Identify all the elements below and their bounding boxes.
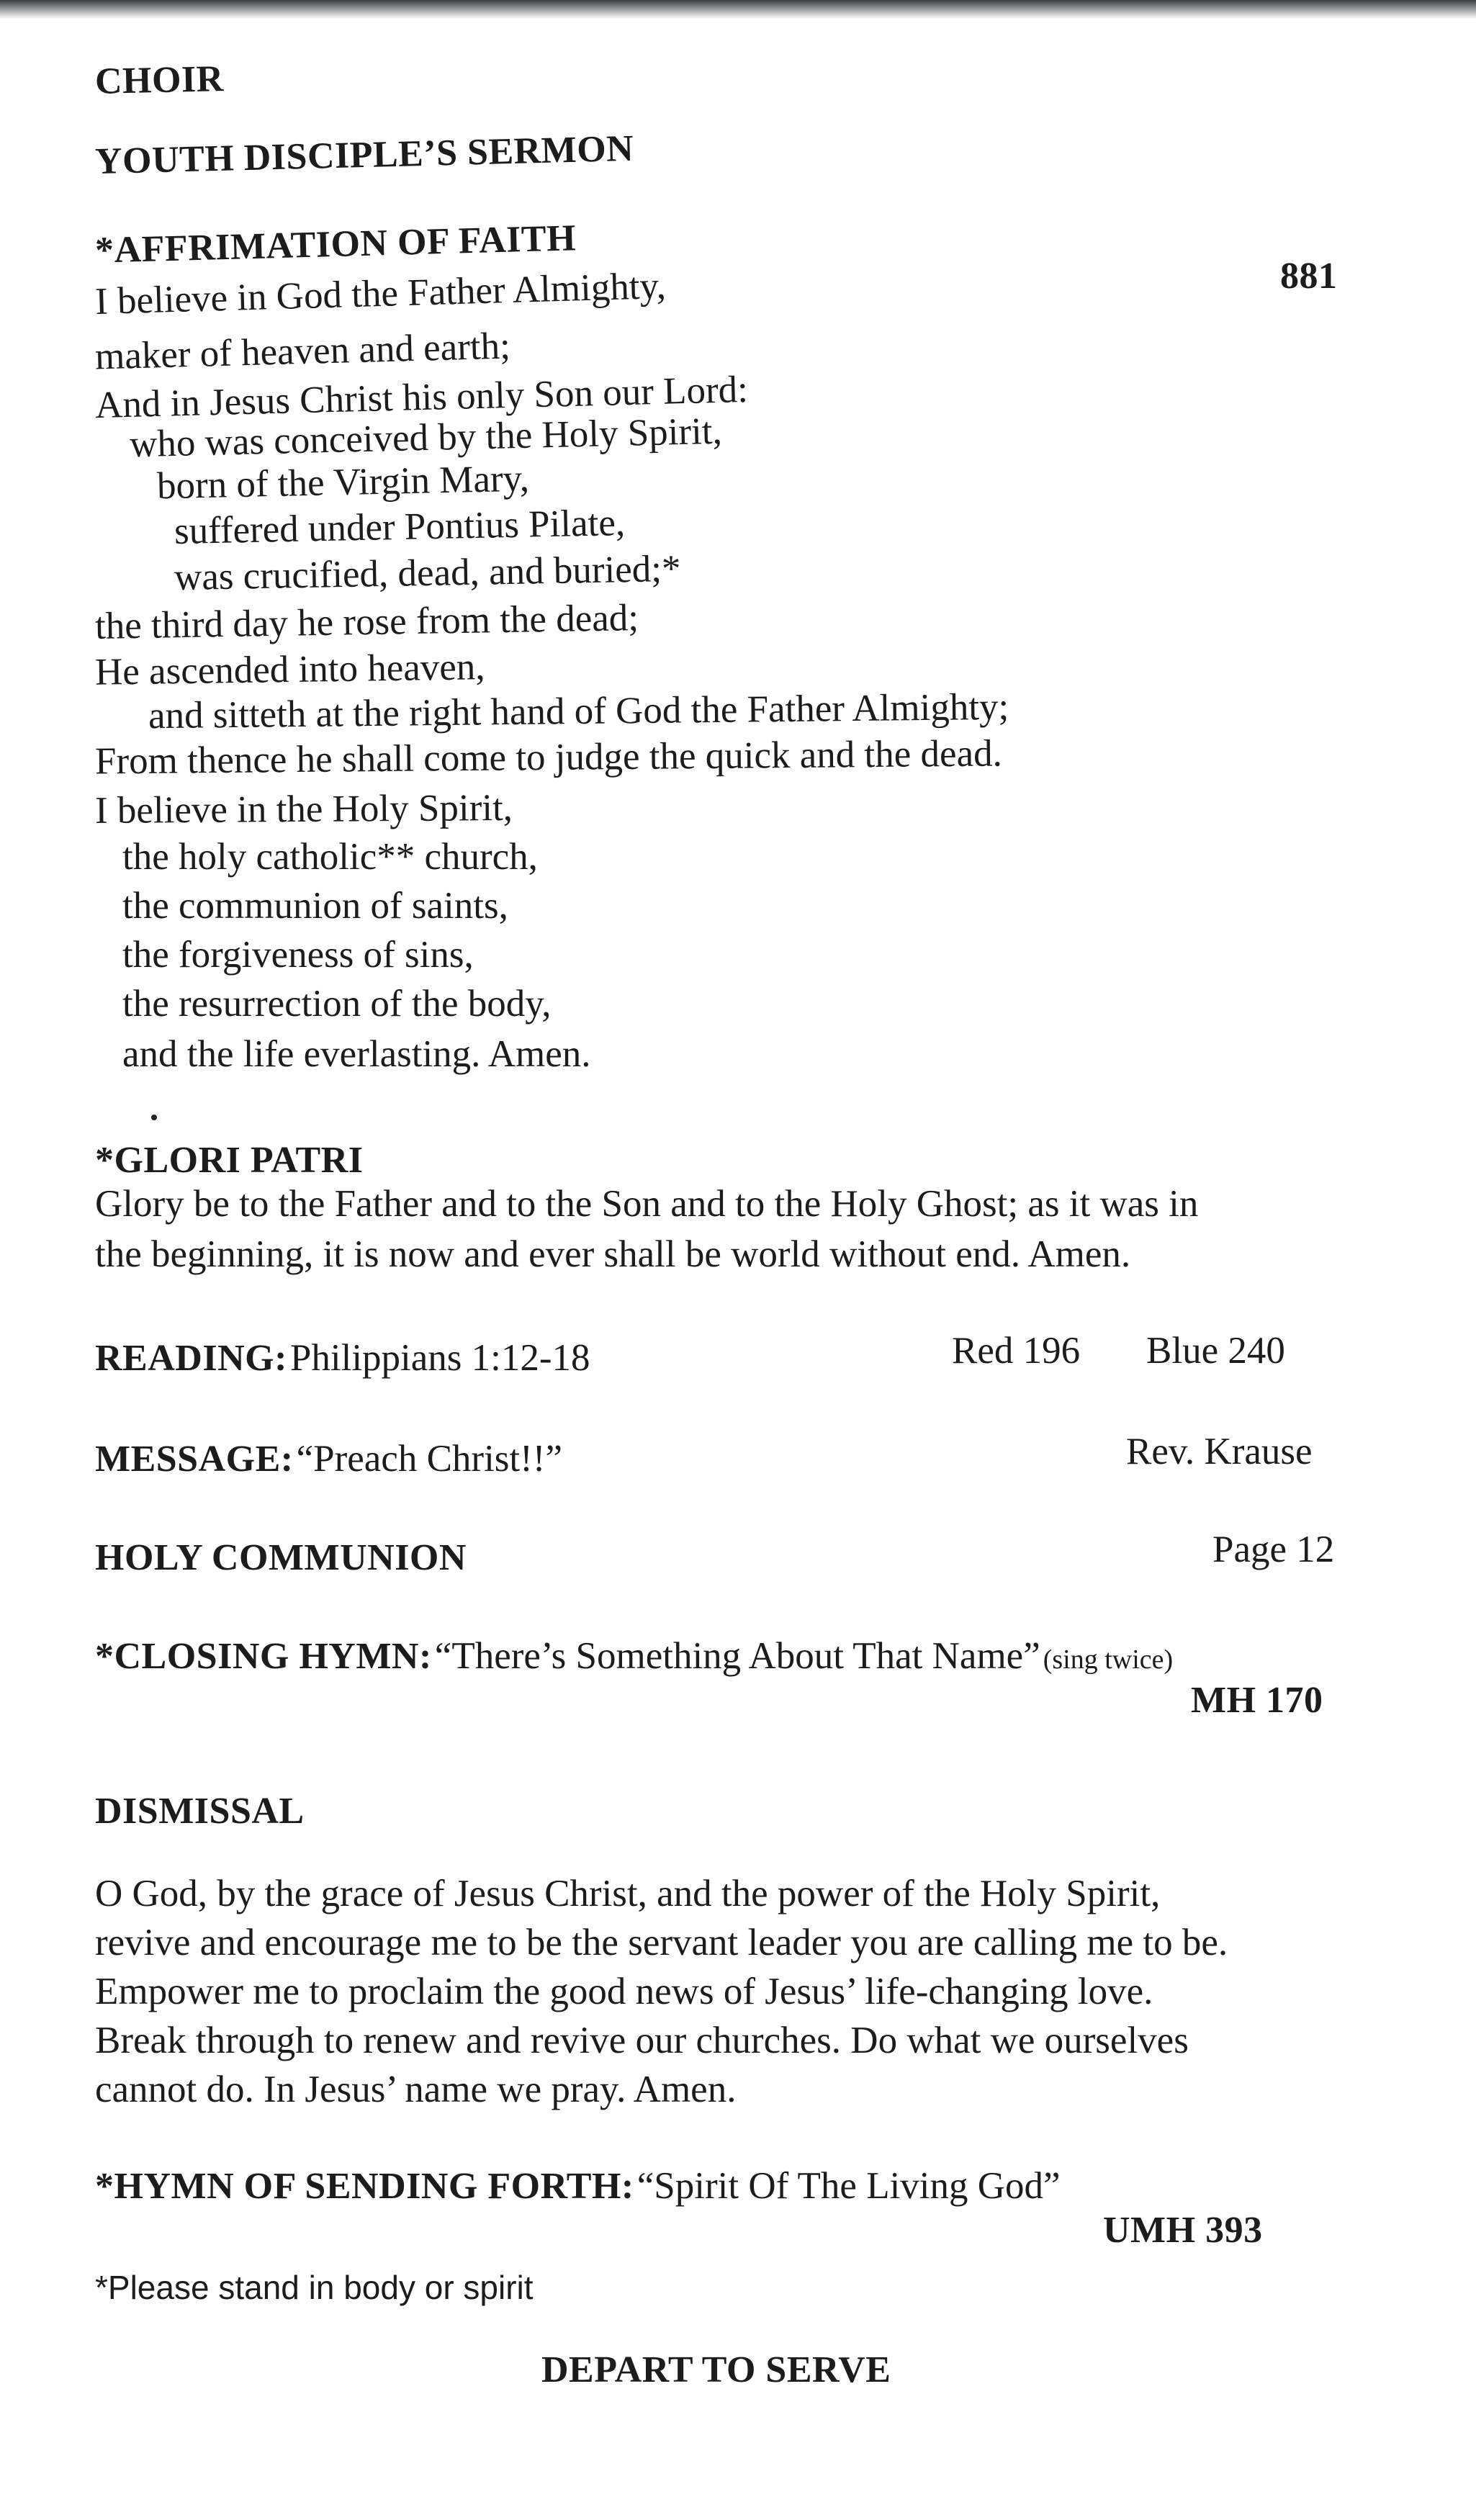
creed-line: maker of heaven and earth; xyxy=(94,325,511,378)
communion-page: Page 12 xyxy=(1212,1529,1335,1570)
creed-line: I believe in the Holy Spirit, xyxy=(94,786,513,832)
closing-hymn-row xyxy=(95,1634,1173,1678)
message-speaker: Rev. Krause xyxy=(1126,1431,1313,1472)
affirmation-number: 881 xyxy=(1280,256,1338,297)
closing-hymn-number: MH 170 xyxy=(1191,1680,1323,1721)
sending-hymn-label: *HYMN OF SENDING FORTH: xyxy=(95,2166,634,2207)
sending-hymn-title: “Spirit Of The Living God” xyxy=(636,2165,1061,2207)
choir-heading: CHOIR xyxy=(94,58,225,102)
dismissal-heading: DISMISSAL xyxy=(95,1791,305,1832)
dismissal-line: O God, by the grace of Jesus Christ, and the power of the Holy Spirit, xyxy=(95,1873,1161,1914)
stand-footnote: *Please stand in body or spirit xyxy=(95,2269,534,2306)
creed-line: From thence he shall come to judge the quick and the dead. xyxy=(94,732,1003,783)
speck-mark xyxy=(151,1115,157,1120)
message-label: MESSAGE: xyxy=(95,1439,294,1480)
sending-hymn-row xyxy=(95,2164,1061,2208)
creed-line: I believe in God the Father Almighty, xyxy=(94,264,667,323)
creed-line: the resurrection of the body, xyxy=(122,983,552,1025)
creed-line: the communion of saints, xyxy=(122,885,508,927)
glori-patri-line: the beginning, it is now and ever shall be world without end. Amen. xyxy=(95,1233,1131,1275)
message-row xyxy=(95,1437,562,1480)
reading-red-hymnal: Red 196 xyxy=(952,1330,1081,1372)
sending-hymn-number: UMH 393 xyxy=(1103,2210,1263,2251)
creed-line: He ascended into heaven, xyxy=(94,646,485,693)
dismissal-line: cannot do. In Jesus’ name we pray. Amen. xyxy=(95,2069,737,2110)
glori-patri-line: Glory be to the Father and to the Son and to the Holy Ghost; as it was in xyxy=(95,1183,1199,1225)
youth-sermon-heading: YOUTH DISCIPLE’S SERMON xyxy=(94,127,634,183)
closing-hymn-note: (sing twice) xyxy=(1043,1644,1174,1675)
creed-line: born of the Virgin Mary, xyxy=(156,457,530,508)
communion-heading: HOLY COMMUNION xyxy=(95,1537,467,1578)
affirmation-heading: *AFFRIMATION OF FAITH xyxy=(94,217,577,271)
depart-heading: DEPART TO SERVE xyxy=(541,2349,891,2390)
dismissal-line: Break through to renew and revive our churches. Do what we ourselves xyxy=(95,2020,1189,2061)
creed-line: the forgiveness of sins, xyxy=(122,934,474,976)
creed-line: the holy catholic** church, xyxy=(122,836,538,878)
creed-line: was crucified, dead, and buried;* xyxy=(174,547,681,599)
creed-line: and sitteth at the right hand of God the Father Almighty; xyxy=(148,685,1009,737)
creed-line: suffered under Pontius Pilate, xyxy=(174,501,626,553)
creed-line: And in Jesus Christ his only Son our Lord: xyxy=(94,368,749,427)
closing-hymn-title: “There’s Something About That Name” xyxy=(434,1635,1040,1677)
creed-line: and the life everlasting. Amen. xyxy=(122,1033,591,1075)
message-text: “Preach Christ!!” xyxy=(296,1438,562,1480)
reading-text: Philippians 1:12-18 xyxy=(289,1337,590,1379)
dismissal-line: revive and encourage me to be the servant leader you are calling me to be. xyxy=(95,1922,1228,1963)
reading-row xyxy=(95,1336,590,1380)
creed-line: the third day he rose from the dead; xyxy=(94,597,639,647)
reading-label: READING: xyxy=(95,1338,287,1379)
reading-blue-hymnal: Blue 240 xyxy=(1146,1330,1285,1372)
dismissal-line: Empower me to proclaim the good news of Jesus’ life-changing love. xyxy=(95,1971,1153,2012)
glori-patri-heading: *GLORI PATRI xyxy=(95,1140,364,1181)
closing-hymn-label: *CLOSING HYMN: xyxy=(95,1636,432,1677)
creed-line: who was conceived by the Holy Spirit, xyxy=(129,410,723,466)
